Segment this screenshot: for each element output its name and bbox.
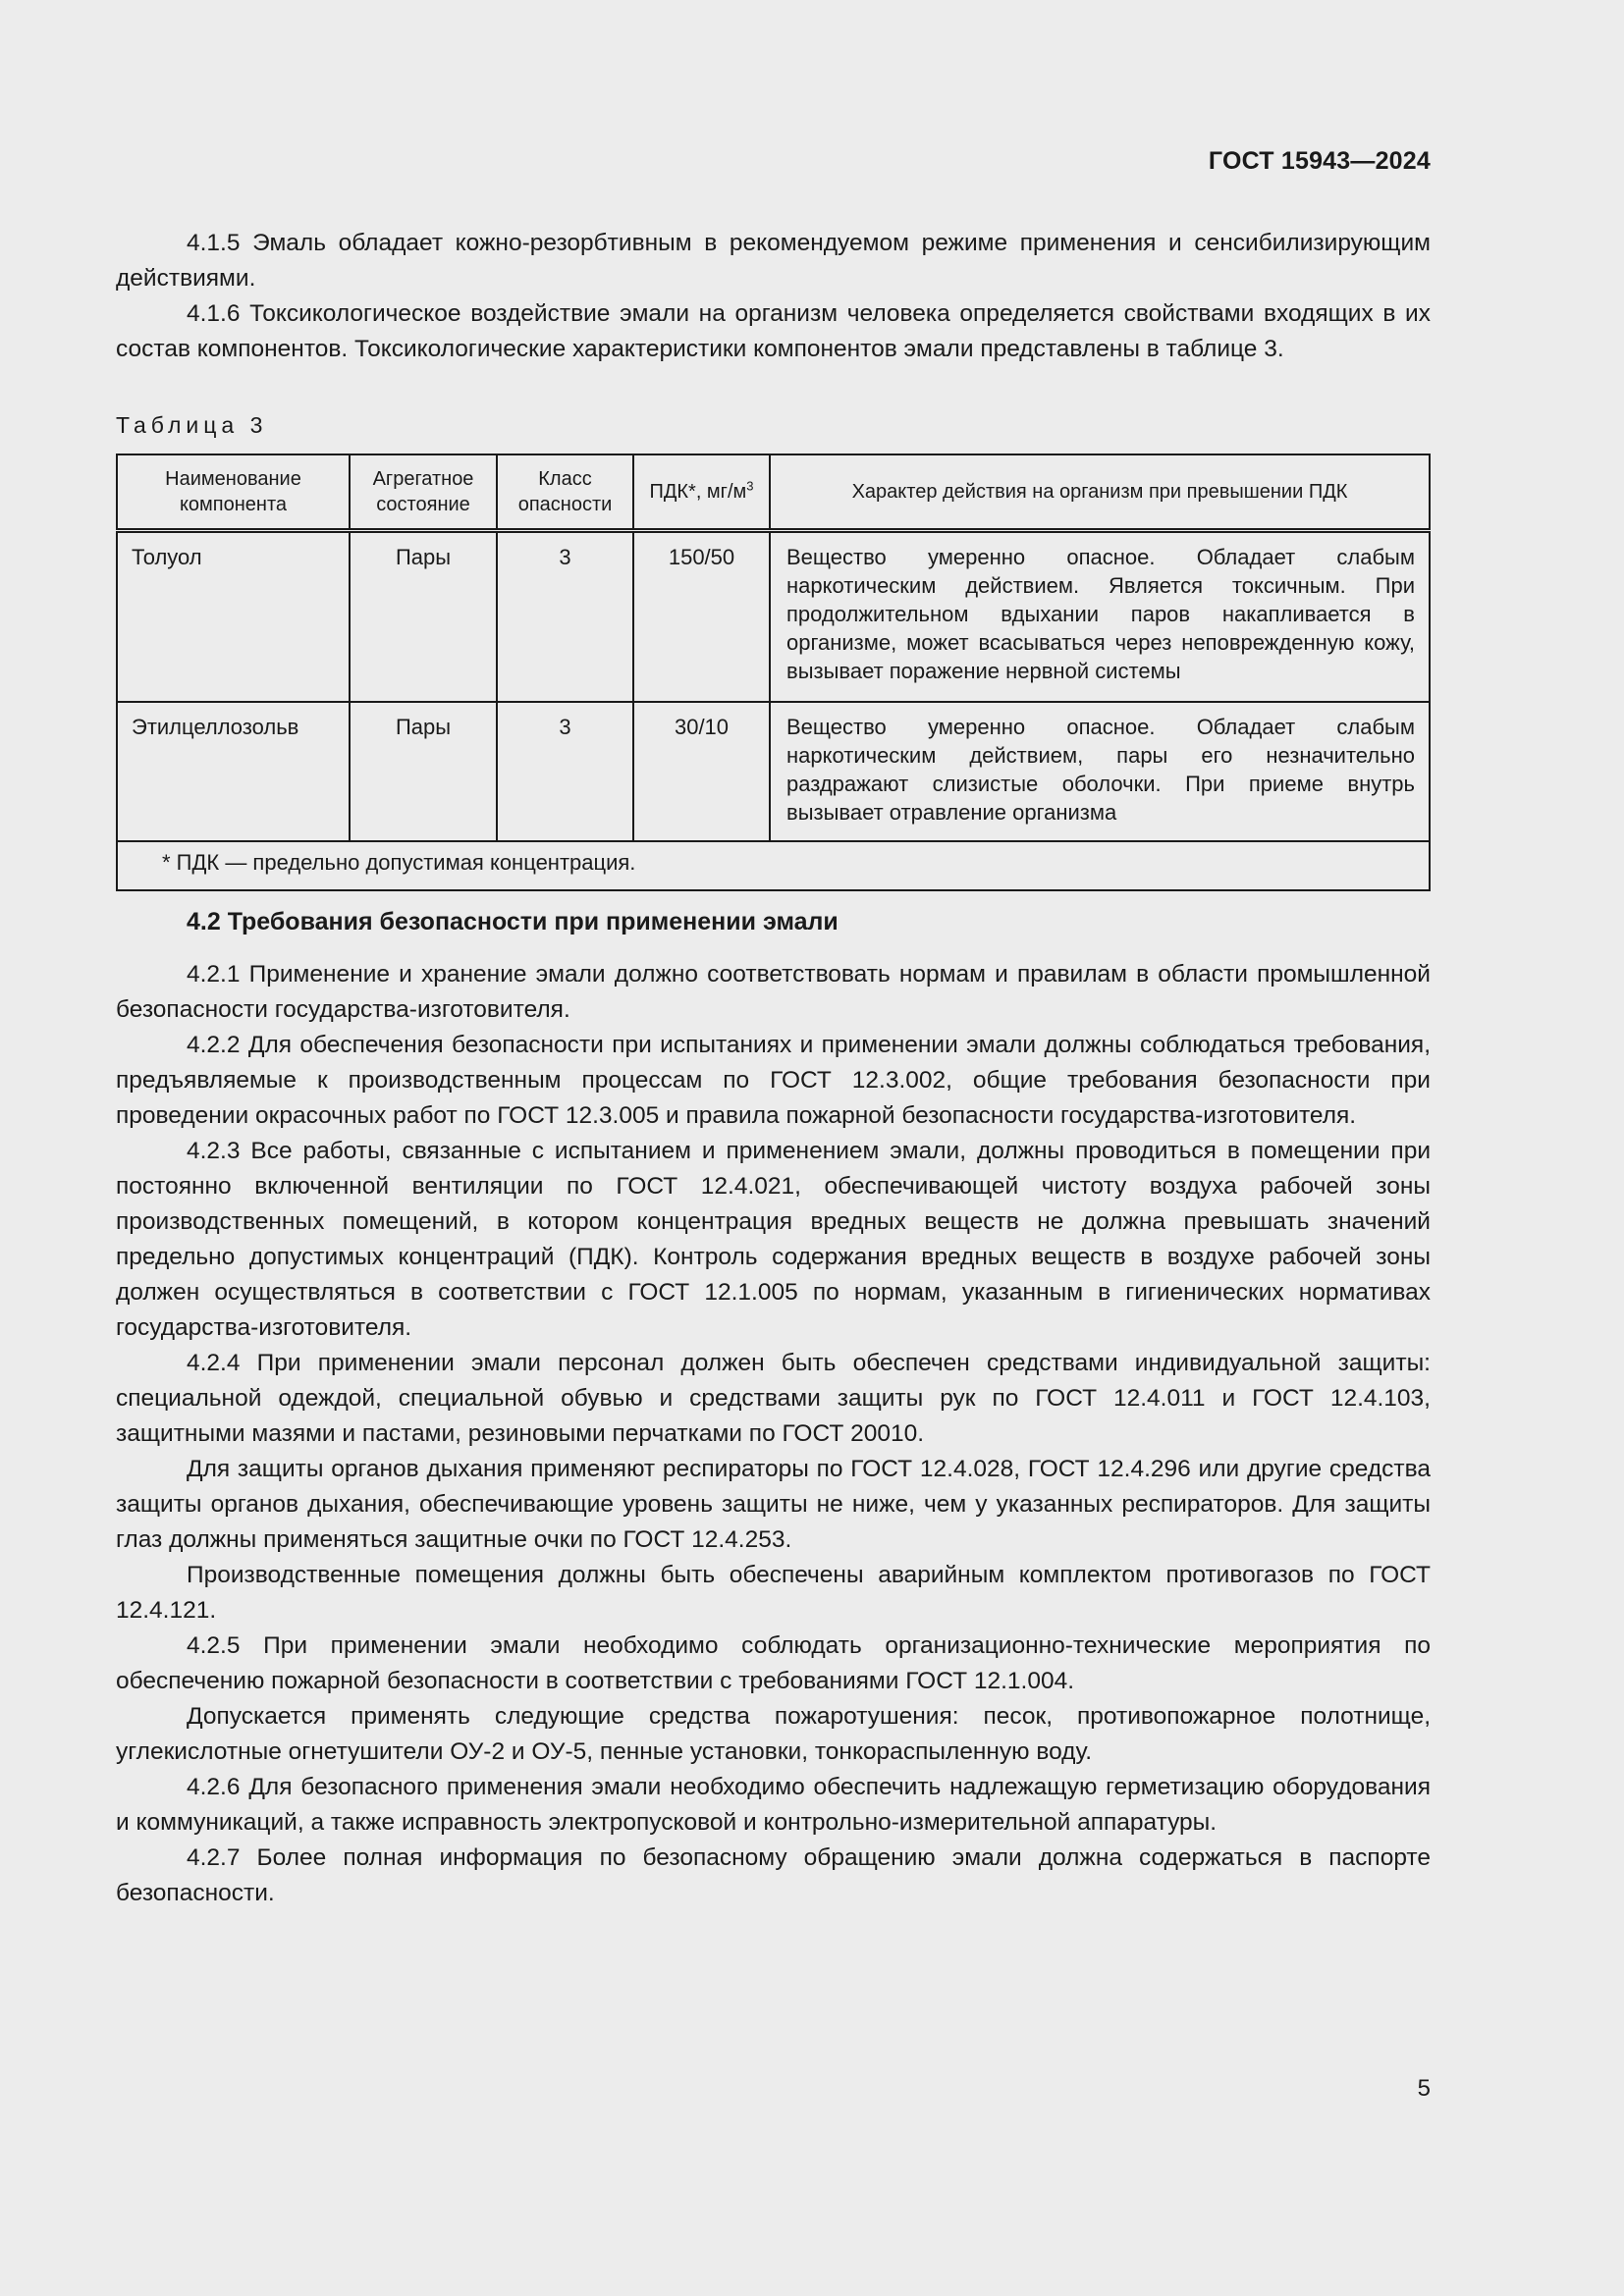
intro-block [116,226,1431,367]
cell-pdk: 30/10 [633,702,770,841]
paragraph-4-1-5: 4.1.5 Эмаль обладает кожно-резорбтивным в рекомендуемом режиме применения и сенсибилизирующим действиями. [116,230,1431,292]
table-row [117,531,1430,703]
cell-state: Пары [350,531,497,703]
paragraph: 4.2.5 При применении эмали необходимо соблюдать организационно-технические мероприятия по обеспечению пожарной безопасности в соответствии с требованиями ГОСТ 12.1.004. [116,1632,1431,1694]
paragraph: 4.2.1 Применение и хранение эмали должно соответствовать нормам и правилам в области промышленной безопасности государства-изготовителя. [116,961,1431,1023]
header-effect: Характер действия на организм при превышении ПДК [770,454,1430,531]
cell-class: 3 [497,531,633,703]
table-caption: Таблица 3 [116,412,268,438]
page-number: 5 [1417,2075,1431,2102]
paragraph: 4.2.6 Для безопасного применения эмали необходимо обеспечить надлежащую герметизацию оборудования и коммуникаций, а также исправность электропусковой и контрольно-измерительной аппаратуры. [116,1774,1431,1836]
cell-name: Толуол [117,531,350,703]
toxicology-table [116,454,1431,891]
paragraph: 4.2.4 При применении эмали персонал должен быть обеспечен средствами индивидуальной защиты: специальной одеждой, специальной обувью и средствами защиты рук по ГОСТ 12.4.011 и ГОСТ 12.4.103, защитными мазями и пастами, резиновыми перчатками по ГОСТ 20010. [116,1350,1431,1447]
cell-effect: Вещество умеренно опасное. Обладает слабым наркотическим действием. Является токсичным. При продолжительном вдыхании паров накапливается в организме, может всасываться через неповрежденную кожу, вызывает поражение нервной системы [770,531,1430,703]
header-pdk [633,454,770,531]
cell-class: 3 [497,702,633,841]
table-header-row [117,454,1430,531]
paragraph-4-1-6: 4.1.6 Токсикологическое воздействие эмали на организм человека определяется свойствами входящих в их состав компонентов. Токсикологические характеристики компонентов эмали представлены в таблице 3. [116,300,1431,362]
paragraph: Производственные помещения должны быть обеспечены аварийным комплектом противогазов по ГОСТ 12.4.121. [116,1562,1431,1624]
header-state: Агрегатное состояние [350,454,497,531]
table-footnote-row [117,841,1430,890]
table-row [117,702,1430,841]
header-class: Класс опасности [497,454,633,531]
header-pdk-sup: 3 [746,478,754,494]
paragraph: 4.2.7 Более полная информация по безопасному обращению эмали должна содержаться в паспорте безопасности. [116,1844,1431,1906]
paragraph: 4.2.2 Для обеспечения безопасности при испытаниях и применении эмали должны соблюдаться требования, предъявляемые к производственным процессам по ГОСТ 12.3.002, общие требования безопасности при проведении окрасочных работ по ГОСТ 12.3.005 и правила пожарной безопасности государства-изготовителя. [116,1032,1431,1129]
standard-header: ГОСТ 15943—2024 [1208,147,1431,175]
paragraph: 4.2.3 Все работы, связанные с испытанием и применением эмали, должны проводиться в помещении при постоянно включенной вентиляции по ГОСТ 12.4.021, обеспечивающей чистоту воздуха рабочей зоны производственных помещений, в котором концентрация вредных веществ не должна превышать значений предельно допустимых концентраций (ПДК). Контроль содержания вредных веществ в воздухе рабочей зоны должен осуществляться в соответствии с ГОСТ 12.1.005 по нормам, указанным в гигиенических нормативах государства-изготовителя. [116,1138,1431,1341]
section-body [116,957,1431,1911]
cell-effect: Вещество умеренно опасное. Обладает слабым наркотическим действием, пары его незначительно раздражают слизистые оболочки. При приеме внутрь вызывает отравление организма [770,702,1430,841]
section-title: 4.2 Требования безопасности при применении эмали [187,908,839,935]
cell-name: Этилцеллозольв [117,702,350,841]
header-pdk-text: ПДК*, мг/м [649,481,747,503]
table-footnote: * ПДК — предельно допустимая концентрация. [117,841,1430,890]
paragraph: Для защиты органов дыхания применяют респираторы по ГОСТ 12.4.028, ГОСТ 12.4.296 или другие средства защиты органов дыхания, обеспечивающие уровень защиты не ниже, чем у указанных респираторов. Для защиты глаз должны применяться защитные очки по ГОСТ 12.4.253. [116,1456,1431,1553]
paragraph: Допускается применять следующие средства пожаротушения: песок, противопожарное полотнище, углекислотные огнетушители ОУ-2 и ОУ-5, пенные установки, тонкораспыленную воду. [116,1703,1431,1765]
header-name: Наименование компонента [117,454,350,531]
cell-state: Пары [350,702,497,841]
cell-pdk: 150/50 [633,531,770,703]
